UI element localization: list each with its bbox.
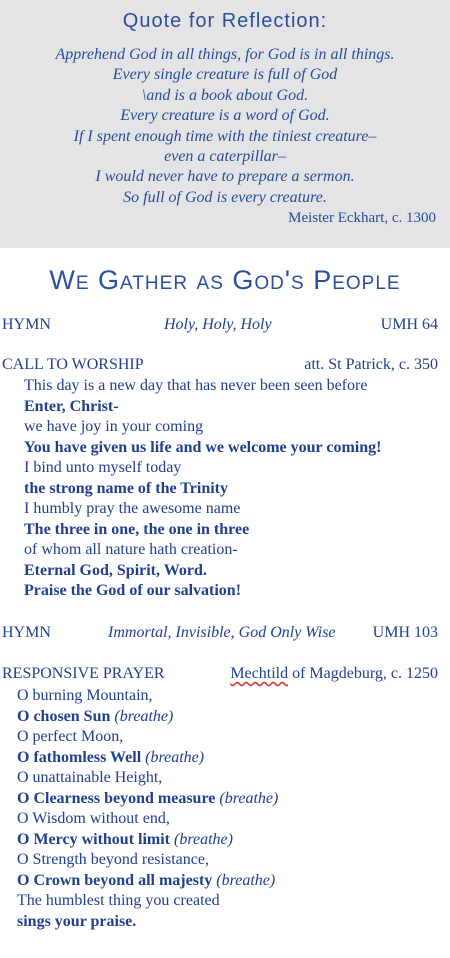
people-line: You have given us life and we welcome your coming!: [24, 438, 382, 456]
leader-line: O unattainable Height,: [17, 769, 163, 786]
breathe-cue: (breathe): [219, 789, 279, 807]
people-line: Praise the God of our salvation!: [24, 582, 242, 599]
leader-line: O perfect Moon,: [17, 728, 124, 745]
hymn-label: HYMN: [2, 624, 51, 641]
quote-line: I would never have to prepare a sermon.: [95, 168, 355, 186]
people-line: sings your praise.: [17, 912, 137, 930]
people-line: Eternal God, Spirit, Word.: [24, 561, 207, 579]
breathe-cue: (breathe): [114, 707, 174, 725]
quote-line: Every creature is a word of God.: [120, 107, 330, 125]
hymn-row-2: [0, 622, 450, 644]
people-line: [17, 707, 278, 728]
responsive-prayer-header: [0, 663, 450, 685]
quote-text: [0, 45, 450, 208]
leader-line: I humbly pray the awesome name: [24, 500, 241, 517]
people-line: [17, 830, 278, 851]
leader-line: we have joy in your coming: [24, 418, 204, 435]
people-line: The three in one, the one in three: [24, 520, 250, 538]
hymn-title: Holy, Holy, Holy: [164, 316, 272, 333]
people-text: O Clearness beyond measure: [17, 789, 216, 807]
hymn-reference: UMH 103: [372, 624, 438, 641]
responsive-prayer-lines: [17, 686, 278, 932]
quote-line: Apprehend God in all things, for God is in all things.: [55, 46, 395, 63]
people-line: the strong name of the Trinity: [24, 479, 228, 497]
leader-line: O Wisdom without end,: [17, 810, 170, 827]
leader-line: O Strength beyond resistance,: [17, 851, 209, 868]
people-text: O Mercy without limit: [17, 830, 171, 848]
responsive-prayer-label: RESPONSIVE PRAYER: [2, 665, 165, 682]
people-text: O fathomless Well: [17, 748, 142, 766]
author-detail: of Magdeburg, c. 1250: [288, 665, 438, 682]
quote-line: Every single creature is full of God: [112, 66, 338, 84]
leader-line: of whom all nature hath creation-: [24, 541, 238, 558]
leader-line: I bind unto myself today: [24, 459, 182, 476]
leader-line: O burning Mountain,: [17, 687, 153, 704]
people-line: [17, 871, 278, 892]
author-name: Mechtild: [230, 665, 289, 682]
call-to-worship-label: CALL TO WORSHIP: [2, 356, 144, 373]
breathe-cue: (breathe): [216, 871, 276, 889]
quote-attribution: Meister Eckhart, c. 1300: [288, 210, 436, 226]
quote-box: [0, 0, 450, 248]
quote-line: \and is a book about God.: [141, 86, 309, 104]
quote-line: So full of God is every creature.: [123, 188, 327, 206]
people-line: [17, 789, 278, 810]
quote-line: If I spent enough time with the tiniest creature–: [73, 127, 377, 145]
leader-line: This day is a new day that has never been seen before: [24, 377, 368, 394]
people-text: O chosen Sun: [17, 707, 111, 725]
breathe-cue: (breathe): [145, 748, 205, 766]
breathe-cue: (breathe): [174, 830, 233, 848]
hymn-title: Immortal, Invisible, God Only Wise: [108, 624, 336, 641]
call-to-worship-attribution: att. St Patrick, c. 350: [304, 356, 438, 373]
hymn-row-1: [0, 314, 450, 336]
people-line: Enter, Christ-: [24, 397, 119, 415]
section-title: We Gather as God's People: [49, 265, 401, 295]
responsive-prayer-attribution: [230, 663, 438, 685]
call-to-worship-lines: [24, 376, 381, 602]
hymn-label: HYMN: [2, 316, 51, 333]
leader-line: The humblest thing you created: [17, 892, 220, 909]
people-line: [17, 748, 278, 769]
quote-line: even a caterpillar–: [164, 148, 286, 166]
quote-heading: Quote for Reflection:: [122, 10, 328, 32]
hymn-reference: UMH 64: [380, 316, 438, 333]
people-text: O Crown beyond all majesty: [17, 871, 213, 889]
call-to-worship-header: [0, 354, 450, 376]
